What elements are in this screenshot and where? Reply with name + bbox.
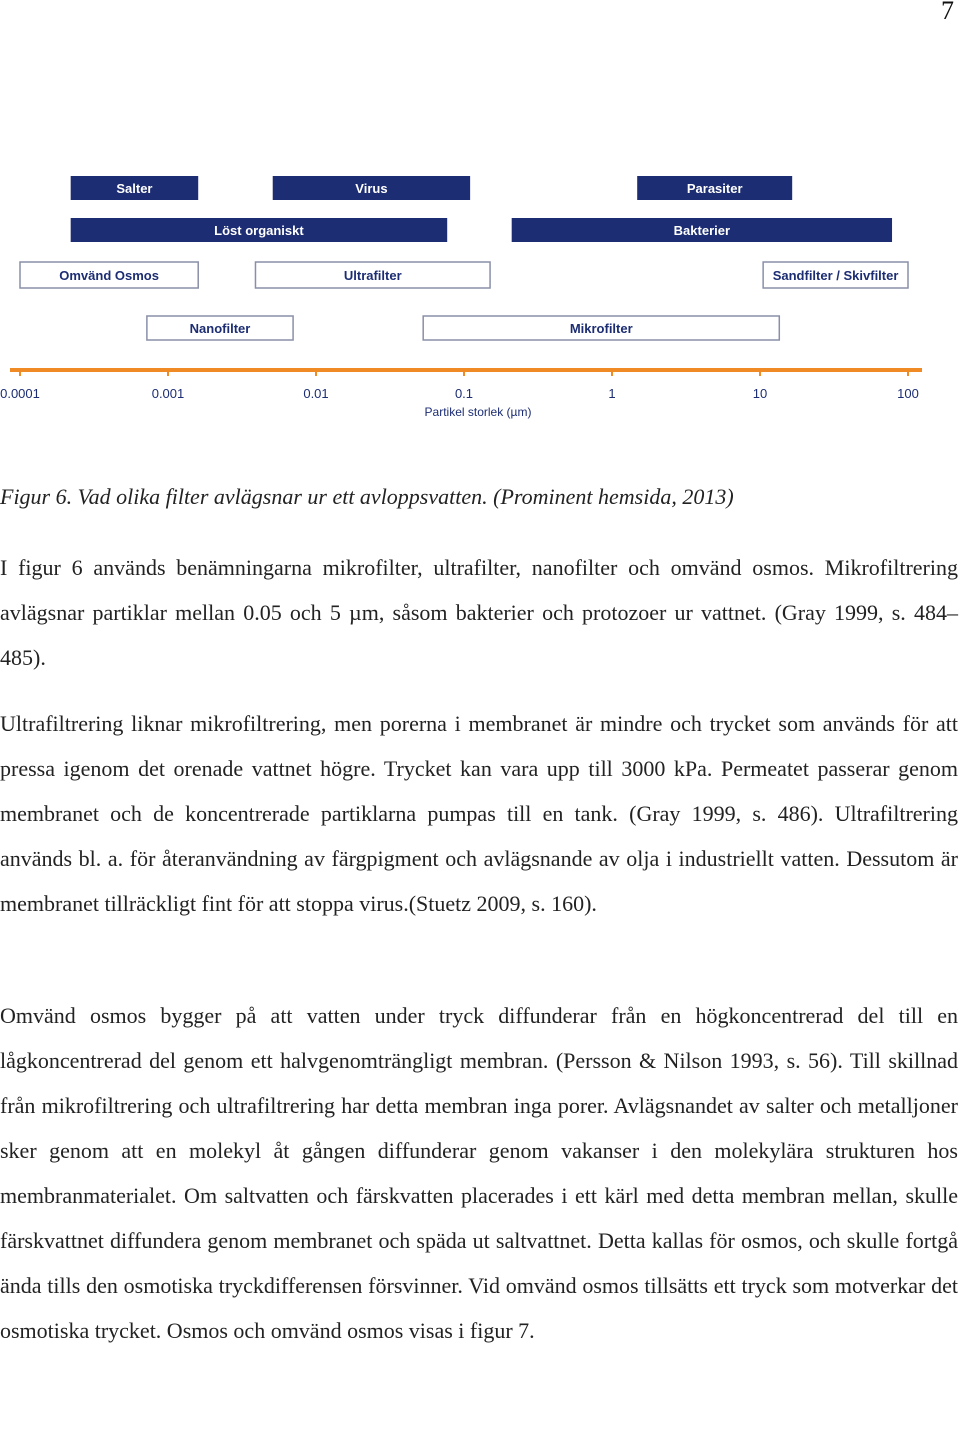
- filter-label: Sandfilter / Skivfilter: [772, 268, 899, 283]
- x-tick-label: 0.01: [303, 386, 329, 401]
- x-tick-label: 0.0001: [0, 386, 40, 401]
- contaminant-label: Bakterier: [673, 223, 731, 238]
- x-tick-label: 0.1: [454, 386, 474, 401]
- paragraph-3: Omvänd osmos bygger på att vatten under tryck diffunderar från en högkoncentrerad del till en lågkoncentrerad del genom ett halvgenomträngligt membran. (Persson & Nilson 1993, s. 56). Till skillnad från mikrofiltrering och ultrafiltrering har detta membran inga porer. Avlägsnandet av salter och metalljoner sker genom att en molekyl åt gången diffunderar genom vakanser i den molekylära strukturen hos membranmaterialet. Om saltvatten och färskvatten placerades i ett kärl med detta membran mellan, skulle färskvattnet diffundera genom membranet och späda ut saltvattnet. Detta kallas för osmos, och skulle fortgå ända tills den osmotiska tryckdifferensen försvinner. Vid omvänd osmos tillsätts ett tryck som motverkar det osmotiska trycket. Osmos och omvänd osmos visas i figur 7.: [0, 1003, 958, 1343]
- x-axis-title: Partikel storlek (µm): [424, 405, 532, 419]
- filter-label: Nanofilter: [189, 321, 251, 336]
- filter-label: Omvänd Osmos: [59, 268, 159, 283]
- paragraph-1: I figur 6 används benämningarna mikrofilter, ultrafilter, nanofilter och omvänd osmos. Mikrofiltrering avlägsnar partiklar mellan 0.05 och 5 µm, såsom bakterier och protozoer ur vattnet. (Gray 1999, s. 484–485).: [0, 555, 958, 670]
- contaminant-label: Salter: [116, 181, 153, 196]
- chart-canvas: [0, 100, 960, 430]
- page-number: 7: [941, 0, 954, 25]
- x-tick-label: 10: [752, 386, 768, 401]
- bars-layer: [20, 176, 908, 340]
- contaminant-label: Löst organiskt: [214, 223, 304, 238]
- filter-size-chart: [0, 100, 960, 430]
- filter-label: Mikrofilter: [569, 321, 633, 336]
- x-tick-label: 0.001: [151, 386, 185, 401]
- contaminant-label: Parasiter: [686, 181, 743, 196]
- x-tick-label: 1: [608, 386, 616, 401]
- contaminant-label: Virus: [355, 181, 388, 196]
- x-tick-label: 100: [897, 386, 919, 401]
- axis-layer: [0, 368, 922, 419]
- figure-caption: Figur 6. Vad olika filter avlägsnar ur ett avloppsvatten. (Prominent hemsida, 2013): [0, 484, 734, 509]
- paragraph-2: Ultrafiltrering liknar mikrofiltrering, men porerna i membranet är mindre och trycket som används för att pressa igenom det orenade vattnet högre. Trycket kan vara upp till 3000 kPa. Permeatet passerar genom membranet och de koncentrerade partiklarna pumpas till en tank. (Gray 1999, s. 486). Ultrafiltrering används bl. a. för återanvändning av färgpigment och avlägsnande av olja i industriellt vatten. Dessutom är membranet tillräckligt fint för att stoppa virus.(Stuetz 2009, s. 160).: [0, 711, 958, 916]
- filter-label: Ultrafilter: [343, 268, 402, 283]
